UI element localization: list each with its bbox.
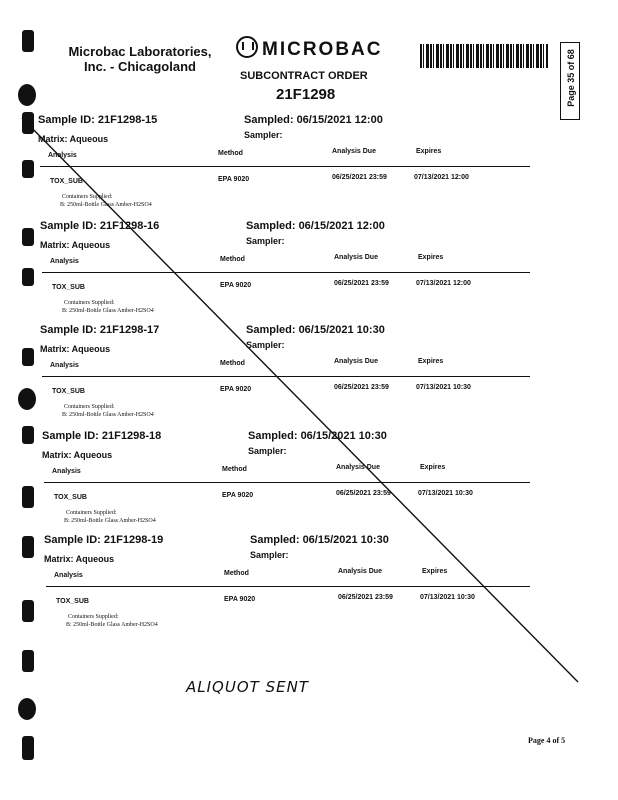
- sampled-datetime: Sampled: 06/15/2021 12:00: [246, 220, 385, 232]
- analysis-method: EPA 9020: [218, 176, 250, 183]
- sampled-datetime: Sampled: 06/15/2021 10:30: [246, 324, 385, 336]
- analysis-due: 06/25/2021 23:59: [334, 384, 389, 391]
- column-header-due: Analysis Due: [338, 568, 382, 575]
- order-number: 21F1298: [276, 86, 336, 103]
- containers-label: Containers Supplied:: [64, 300, 115, 306]
- column-header-method: Method: [220, 256, 245, 263]
- analysis-code: TOX_SUB: [56, 598, 89, 605]
- analysis-method: EPA 9020: [220, 282, 252, 289]
- containers-label: Containers Supplied:: [68, 614, 119, 620]
- containers-supplied: B: 250ml-Bottle Glass Amber-H2SO4: [64, 518, 156, 524]
- analysis-due: 06/25/2021 23:59: [334, 280, 389, 287]
- column-header-expires: Expires: [420, 464, 446, 471]
- company-name: Microbac Laboratories, Inc. - Chicagoland: [68, 44, 212, 74]
- containers-supplied: B: 250ml-Bottle Glass Amber-H2SO4: [62, 308, 154, 314]
- matrix: Matrix: Aqueous: [42, 450, 113, 460]
- containers-label: Containers Supplied:: [62, 194, 113, 200]
- column-header-expires: Expires: [422, 568, 448, 575]
- analysis-expires: 07/13/2021 12:00: [416, 280, 471, 287]
- sampled-datetime: Sampled: 06/15/2021 10:30: [248, 430, 387, 442]
- containers-supplied: B: 250ml-Bottle Glass Amber-H2SO4: [66, 622, 158, 628]
- page-footer: Page 4 of 5: [528, 736, 566, 745]
- sample-id: Sample ID: 21F1298-19: [44, 534, 164, 546]
- column-header-due: Analysis Due: [336, 464, 380, 471]
- column-header-analysis: Analysis: [50, 258, 79, 265]
- analysis-code: TOX_SUB: [50, 178, 83, 185]
- analysis-expires: 07/13/2021 12:00: [414, 174, 469, 181]
- analysis-expires: 07/13/2021 10:30: [416, 384, 471, 391]
- sample-id: Sample ID: 21F1298-15: [38, 114, 158, 126]
- handwritten-note: ALIQUOT SENT: [186, 678, 309, 696]
- containers-supplied: B: 250ml-Bottle Glass Amber-H2SO4: [60, 202, 152, 208]
- matrix: Matrix: Aqueous: [44, 554, 115, 564]
- analysis-due: 06/25/2021 23:59: [336, 490, 391, 497]
- matrix: Matrix: Aqueous: [38, 134, 109, 144]
- analysis-method: EPA 9020: [220, 386, 252, 393]
- column-header-method: Method: [222, 466, 247, 473]
- analysis-code: TOX_SUB: [52, 388, 85, 395]
- containers-supplied: B: 250ml-Bottle Glass Amber-H2SO4: [62, 412, 154, 418]
- analysis-code: TOX_SUB: [54, 494, 87, 501]
- sample-id: Sample ID: 21F1298-17: [40, 324, 160, 336]
- analysis-due: 06/25/2021 23:59: [338, 594, 393, 601]
- sample-id: Sample ID: 21F1298-16: [40, 220, 160, 232]
- column-header-expires: Expires: [416, 148, 442, 155]
- matrix: Matrix: Aqueous: [40, 344, 111, 354]
- column-header-method: Method: [218, 150, 243, 157]
- column-header-due: Analysis Due: [334, 358, 378, 365]
- column-header-analysis: Analysis: [54, 572, 83, 579]
- analysis-due: 06/25/2021 23:59: [332, 174, 387, 181]
- column-header-analysis: Analysis: [48, 152, 77, 159]
- column-header-expires: Expires: [418, 254, 444, 261]
- column-header-due: Analysis Due: [334, 254, 378, 261]
- containers-label: Containers Supplied:: [66, 510, 117, 516]
- document-type: SUBCONTRACT ORDER: [240, 70, 368, 82]
- sampler: Sampler:: [246, 340, 285, 350]
- analysis-code: TOX_SUB: [52, 284, 85, 291]
- column-header-analysis: Analysis: [52, 468, 81, 475]
- column-header-due: Analysis Due: [332, 148, 376, 155]
- sampled-datetime: Sampled: 06/15/2021 10:30: [250, 534, 389, 546]
- column-header-method: Method: [220, 360, 245, 367]
- column-header-analysis: Analysis: [50, 362, 79, 369]
- page-stamp: Page 35 of 68: [566, 49, 576, 107]
- sampled-datetime: Sampled: 06/15/2021 12:00: [244, 114, 383, 126]
- matrix: Matrix: Aqueous: [40, 240, 111, 250]
- brand-name: MICROBAC: [262, 39, 383, 60]
- sampler: Sampler:: [246, 236, 285, 246]
- sampler: Sampler:: [248, 446, 287, 456]
- analysis-expires: 07/13/2021 10:30: [420, 594, 475, 601]
- column-header-expires: Expires: [418, 358, 444, 365]
- analysis-method: EPA 9020: [222, 492, 254, 499]
- sampler: Sampler:: [244, 130, 283, 140]
- analysis-expires: 07/13/2021 10:30: [418, 490, 473, 497]
- sampler: Sampler:: [250, 550, 289, 560]
- column-header-method: Method: [224, 570, 249, 577]
- sample-id: Sample ID: 21F1298-18: [42, 430, 162, 442]
- analysis-method: EPA 9020: [224, 596, 256, 603]
- containers-label: Containers Supplied:: [64, 404, 115, 410]
